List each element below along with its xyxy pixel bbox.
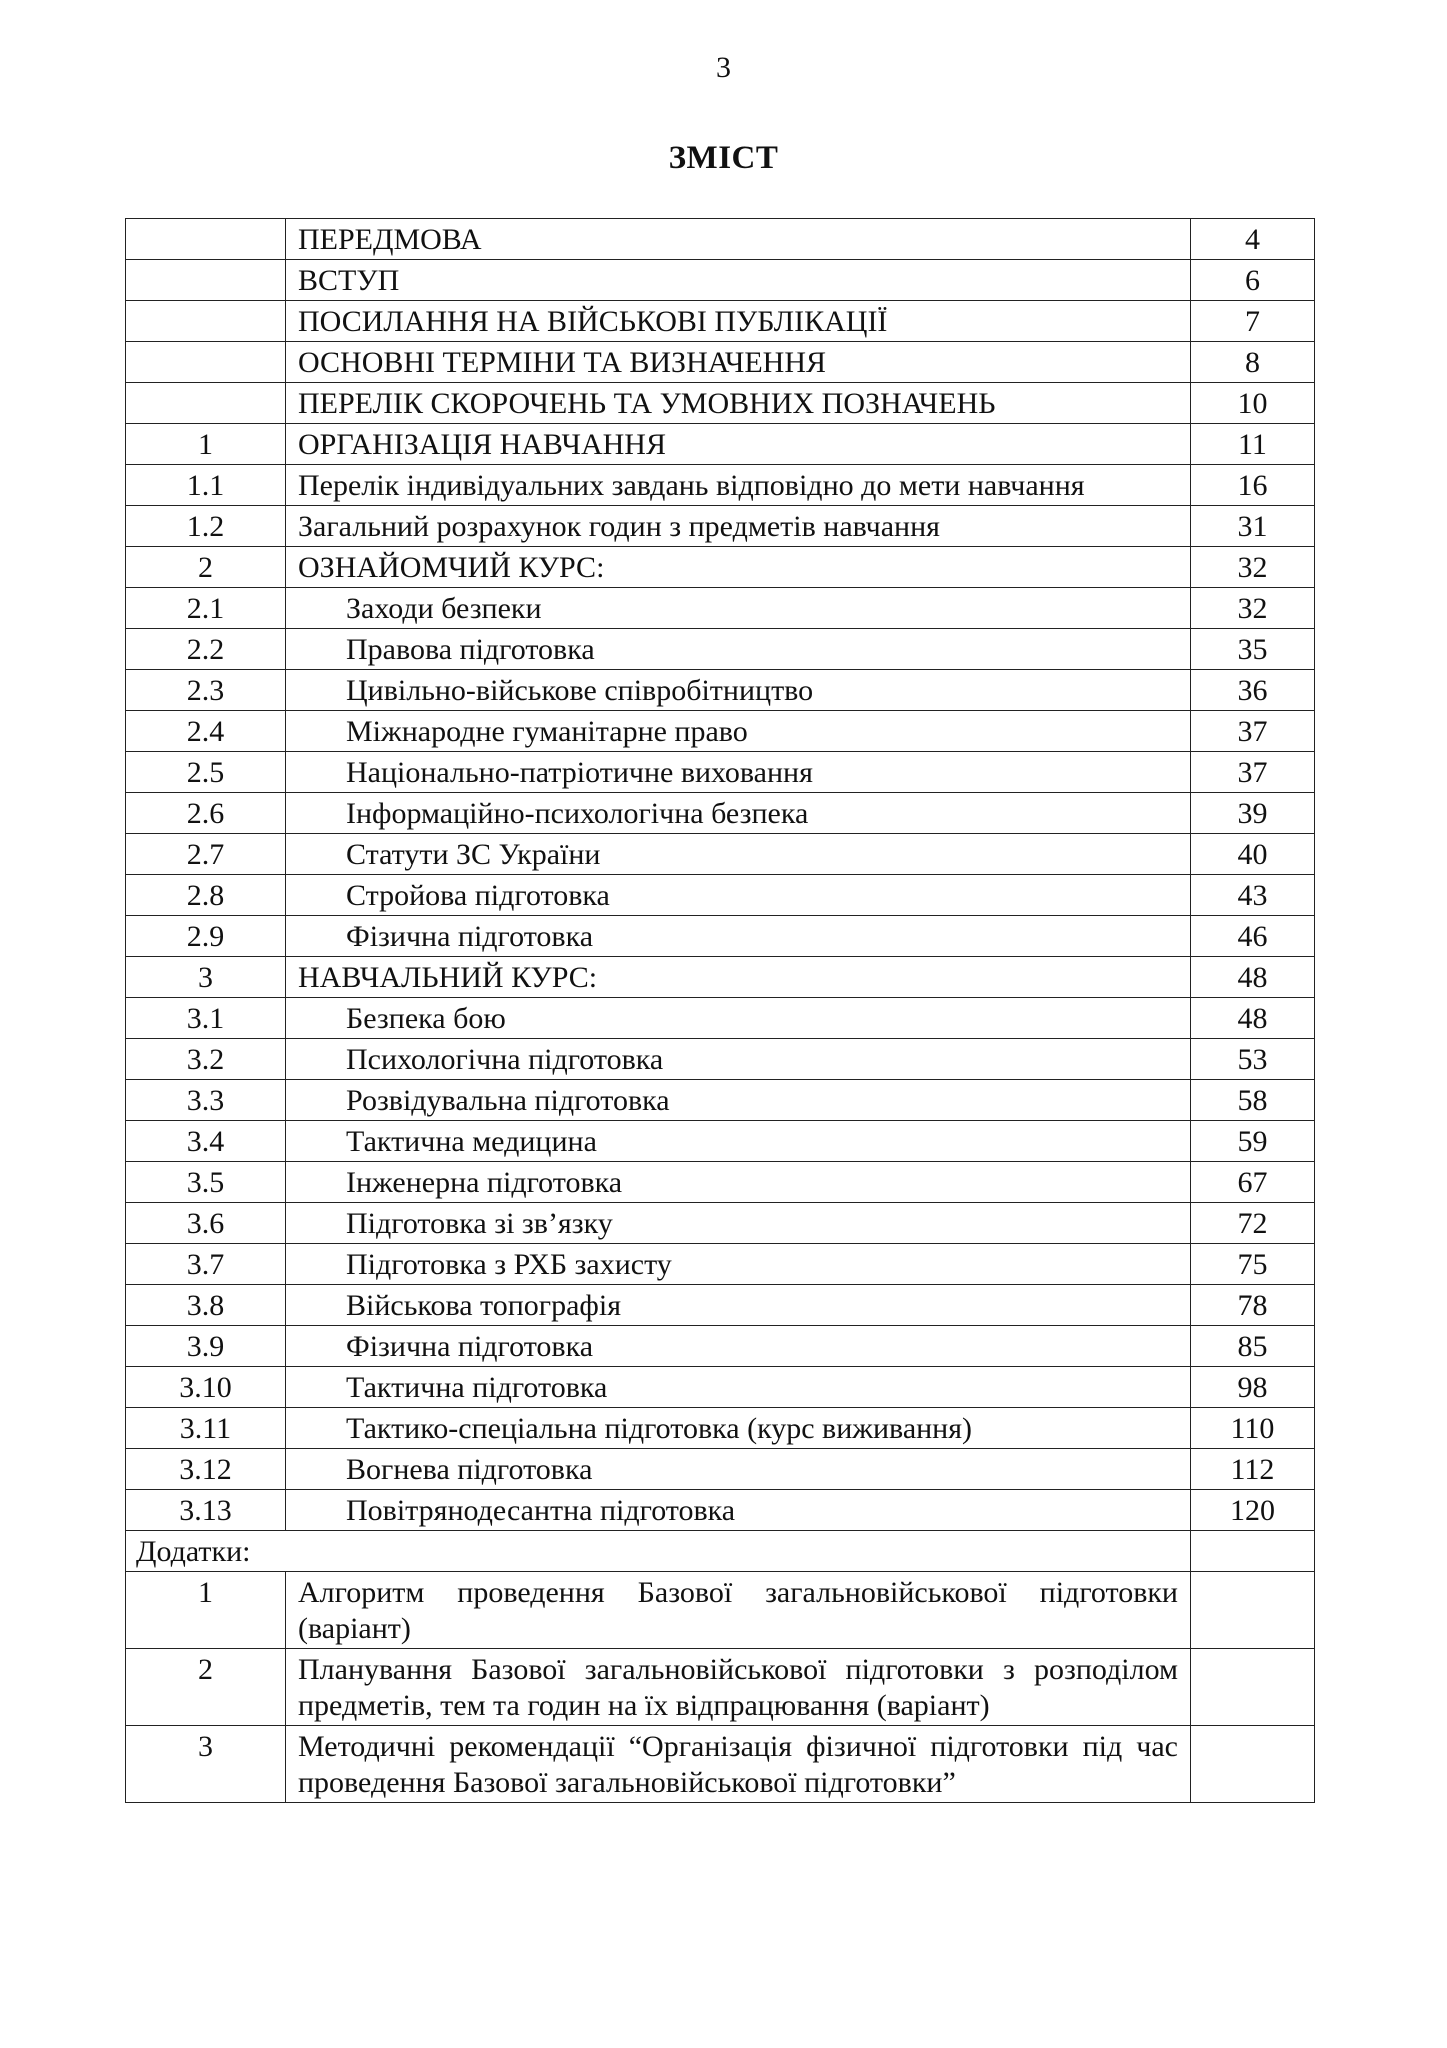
appendix-page-number <box>1191 1649 1315 1726</box>
toc-row <box>126 752 1315 793</box>
toc-page-number: 8 <box>1191 342 1315 383</box>
toc-page-number: 98 <box>1191 1367 1315 1408</box>
toc-row <box>126 506 1315 547</box>
toc-section-title: Цивільно-військове співробітництво <box>286 670 1191 711</box>
toc-page-number: 7 <box>1191 301 1315 342</box>
toc-section-title: ПОСИЛАННЯ НА ВІЙСЬКОВІ ПУБЛІКАЦІЇ <box>286 301 1191 342</box>
toc-row <box>126 1408 1315 1449</box>
toc-section-number: 2.7 <box>126 834 286 875</box>
toc-page-number: 31 <box>1191 506 1315 547</box>
toc-row <box>126 1285 1315 1326</box>
toc-page-number: 39 <box>1191 793 1315 834</box>
toc-page-number: 16 <box>1191 465 1315 506</box>
toc-section-number: 3.10 <box>126 1367 286 1408</box>
toc-section-title: Загальний розрахунок годин з предметів навчання <box>286 506 1191 547</box>
appendix-number: 3 <box>126 1726 286 1803</box>
toc-section-title: НАВЧАЛЬНИЙ КУРС: <box>286 957 1191 998</box>
appendix-row <box>126 1726 1315 1803</box>
toc-row <box>126 711 1315 752</box>
toc-row <box>126 1039 1315 1080</box>
toc-row <box>126 219 1315 260</box>
toc-section-number: 3.4 <box>126 1121 286 1162</box>
toc-row <box>126 1367 1315 1408</box>
toc-section-number <box>126 301 286 342</box>
toc-section-title: Підготовка з РХБ захисту <box>286 1244 1191 1285</box>
page-number: 3 <box>716 51 731 84</box>
toc-section-number <box>126 219 286 260</box>
toc-row <box>126 916 1315 957</box>
toc-section-title: Тактико-спеціальна підготовка (курс виживання) <box>286 1408 1191 1449</box>
toc-section-number: 2.2 <box>126 629 286 670</box>
toc-page-number: 120 <box>1191 1490 1315 1531</box>
toc-page-number: 72 <box>1191 1203 1315 1244</box>
toc-row <box>126 301 1315 342</box>
toc-page-number: 4 <box>1191 219 1315 260</box>
toc-page-number: 37 <box>1191 711 1315 752</box>
toc-section-number <box>126 383 286 424</box>
toc-row <box>126 629 1315 670</box>
toc-section-number: 2.1 <box>126 588 286 629</box>
toc-section-title: Військова топографія <box>286 1285 1191 1326</box>
toc-page-number: 58 <box>1191 1080 1315 1121</box>
toc-row <box>126 465 1315 506</box>
toc-row <box>126 342 1315 383</box>
toc-row <box>126 670 1315 711</box>
table-of-contents <box>125 218 1315 1803</box>
toc-section-number: 3.12 <box>126 1449 286 1490</box>
toc-row <box>126 547 1315 588</box>
toc-section-number: 3.5 <box>126 1162 286 1203</box>
toc-page-number: 110 <box>1191 1408 1315 1449</box>
toc-section-number: 2.9 <box>126 916 286 957</box>
toc-section-number: 1.1 <box>126 465 286 506</box>
toc-section-title: Підготовка зі зв’язку <box>286 1203 1191 1244</box>
toc-section-title: ОСНОВНІ ТЕРМІНИ ТА ВИЗНАЧЕННЯ <box>286 342 1191 383</box>
toc-section-title: ОРГАНІЗАЦІЯ НАВЧАННЯ <box>286 424 1191 465</box>
toc-body <box>126 219 1315 1803</box>
toc-section-title: Національно-патріотичне виховання <box>286 752 1191 793</box>
toc-section-number: 3.13 <box>126 1490 286 1531</box>
toc-section-title: ПЕРЕЛІК СКОРОЧЕНЬ ТА УМОВНИХ ПОЗНАЧЕНЬ <box>286 383 1191 424</box>
toc-row <box>126 1162 1315 1203</box>
toc-page-number: 10 <box>1191 383 1315 424</box>
toc-section-number: 2.6 <box>126 793 286 834</box>
toc-row <box>126 957 1315 998</box>
appendix-number: 2 <box>126 1649 286 1726</box>
toc-page-number: 46 <box>1191 916 1315 957</box>
toc-section-number: 3.6 <box>126 1203 286 1244</box>
toc-row <box>126 424 1315 465</box>
toc-page-number: 32 <box>1191 547 1315 588</box>
appendix-page-number <box>1191 1726 1315 1803</box>
toc-page-number: 36 <box>1191 670 1315 711</box>
appendix-row <box>126 1649 1315 1726</box>
toc-section-title: Інформаційно-психологічна безпека <box>286 793 1191 834</box>
toc-row <box>126 383 1315 424</box>
appendix-title: Алгоритм проведення Базової загальновійськової підготовки (варіант) <box>286 1572 1191 1649</box>
page-title: ЗМІСТ <box>668 140 779 176</box>
toc-section-title: ПЕРЕДМОВА <box>286 219 1191 260</box>
toc-page-number: 67 <box>1191 1162 1315 1203</box>
toc-page-number: 112 <box>1191 1449 1315 1490</box>
toc-section-number: 2.8 <box>126 875 286 916</box>
toc-row <box>126 834 1315 875</box>
toc-page-number: 59 <box>1191 1121 1315 1162</box>
toc-section-number: 2.3 <box>126 670 286 711</box>
toc-section-title: Заходи безпеки <box>286 588 1191 629</box>
toc-section-number: 2.4 <box>126 711 286 752</box>
toc-row <box>126 1326 1315 1367</box>
toc-row <box>126 875 1315 916</box>
toc-page-number: 85 <box>1191 1326 1315 1367</box>
toc-section-number: 3.7 <box>126 1244 286 1285</box>
toc-row <box>126 1449 1315 1490</box>
toc-section-title: ОЗНАЙОМЧИЙ КУРС: <box>286 547 1191 588</box>
toc-page-number <box>1191 1531 1315 1572</box>
toc-page-number: 6 <box>1191 260 1315 301</box>
toc-row <box>126 1244 1315 1285</box>
toc-page-number: 43 <box>1191 875 1315 916</box>
toc-page-number: 37 <box>1191 752 1315 793</box>
toc-row <box>126 588 1315 629</box>
toc-section-number: 2 <box>126 547 286 588</box>
toc-section-number: 2.5 <box>126 752 286 793</box>
toc-section-title: ВСТУП <box>286 260 1191 301</box>
toc-section-title: Фізична підготовка <box>286 1326 1191 1367</box>
toc-section-title: Тактична підготовка <box>286 1367 1191 1408</box>
toc-section-title: Розвідувальна підготовка <box>286 1080 1191 1121</box>
toc-page-number: 53 <box>1191 1039 1315 1080</box>
toc-section-number: 3.11 <box>126 1408 286 1449</box>
toc-page-number: 32 <box>1191 588 1315 629</box>
toc-section-title: Статути ЗС України <box>286 834 1191 875</box>
toc-page-number: 78 <box>1191 1285 1315 1326</box>
toc-section-number: 1.2 <box>126 506 286 547</box>
toc-section-number: 3.9 <box>126 1326 286 1367</box>
toc-row <box>126 1121 1315 1162</box>
toc-row <box>126 998 1315 1039</box>
appendix-label: Додатки: <box>126 1531 1191 1572</box>
appendix-title: Методичні рекомендації “Організація фізичної підготовки під час проведення Базової загальновійськової підготовки” <box>286 1726 1191 1803</box>
toc-section-number <box>126 260 286 301</box>
toc-section-title: Тактична медицина <box>286 1121 1191 1162</box>
toc-row <box>126 1490 1315 1531</box>
toc-section-number: 3.3 <box>126 1080 286 1121</box>
toc-section-title: Інженерна підготовка <box>286 1162 1191 1203</box>
toc-row <box>126 260 1315 301</box>
toc-section-number: 3.1 <box>126 998 286 1039</box>
toc-section-number: 3 <box>126 957 286 998</box>
toc-row <box>126 793 1315 834</box>
toc-row <box>126 1203 1315 1244</box>
toc-section-number <box>126 342 286 383</box>
toc-section-title: Вогнева підготовка <box>286 1449 1191 1490</box>
toc-section-number: 3.8 <box>126 1285 286 1326</box>
appendix-number: 1 <box>126 1572 286 1649</box>
toc-page-number: 11 <box>1191 424 1315 465</box>
toc-section-title: Психологічна підготовка <box>286 1039 1191 1080</box>
toc-section-title: Міжнародне гуманітарне право <box>286 711 1191 752</box>
toc-page-number: 48 <box>1191 998 1315 1039</box>
toc-page-number: 75 <box>1191 1244 1315 1285</box>
toc-section-title: Безпека бою <box>286 998 1191 1039</box>
toc-section-number: 1 <box>126 424 286 465</box>
appendix-title: Планування Базової загальновійськової підготовки з розподілом предметів, тем та годин на їх відпрацювання (варіант) <box>286 1649 1191 1726</box>
toc-section-title: Правова підготовка <box>286 629 1191 670</box>
toc-section-title: Фізична підготовка <box>286 916 1191 957</box>
toc-row <box>126 1080 1315 1121</box>
appendix-header-row <box>126 1531 1315 1572</box>
toc-section-number: 3.2 <box>126 1039 286 1080</box>
toc-section-title: Стройова підготовка <box>286 875 1191 916</box>
toc-page-number: 35 <box>1191 629 1315 670</box>
appendix-row <box>126 1572 1315 1649</box>
toc-page-number: 40 <box>1191 834 1315 875</box>
toc-page-number: 48 <box>1191 957 1315 998</box>
toc-section-title: Перелік індивідуальних завдань відповідно до мети навчання <box>286 465 1191 506</box>
toc-section-title: Повітрянодесантна підготовка <box>286 1490 1191 1531</box>
appendix-page-number <box>1191 1572 1315 1649</box>
